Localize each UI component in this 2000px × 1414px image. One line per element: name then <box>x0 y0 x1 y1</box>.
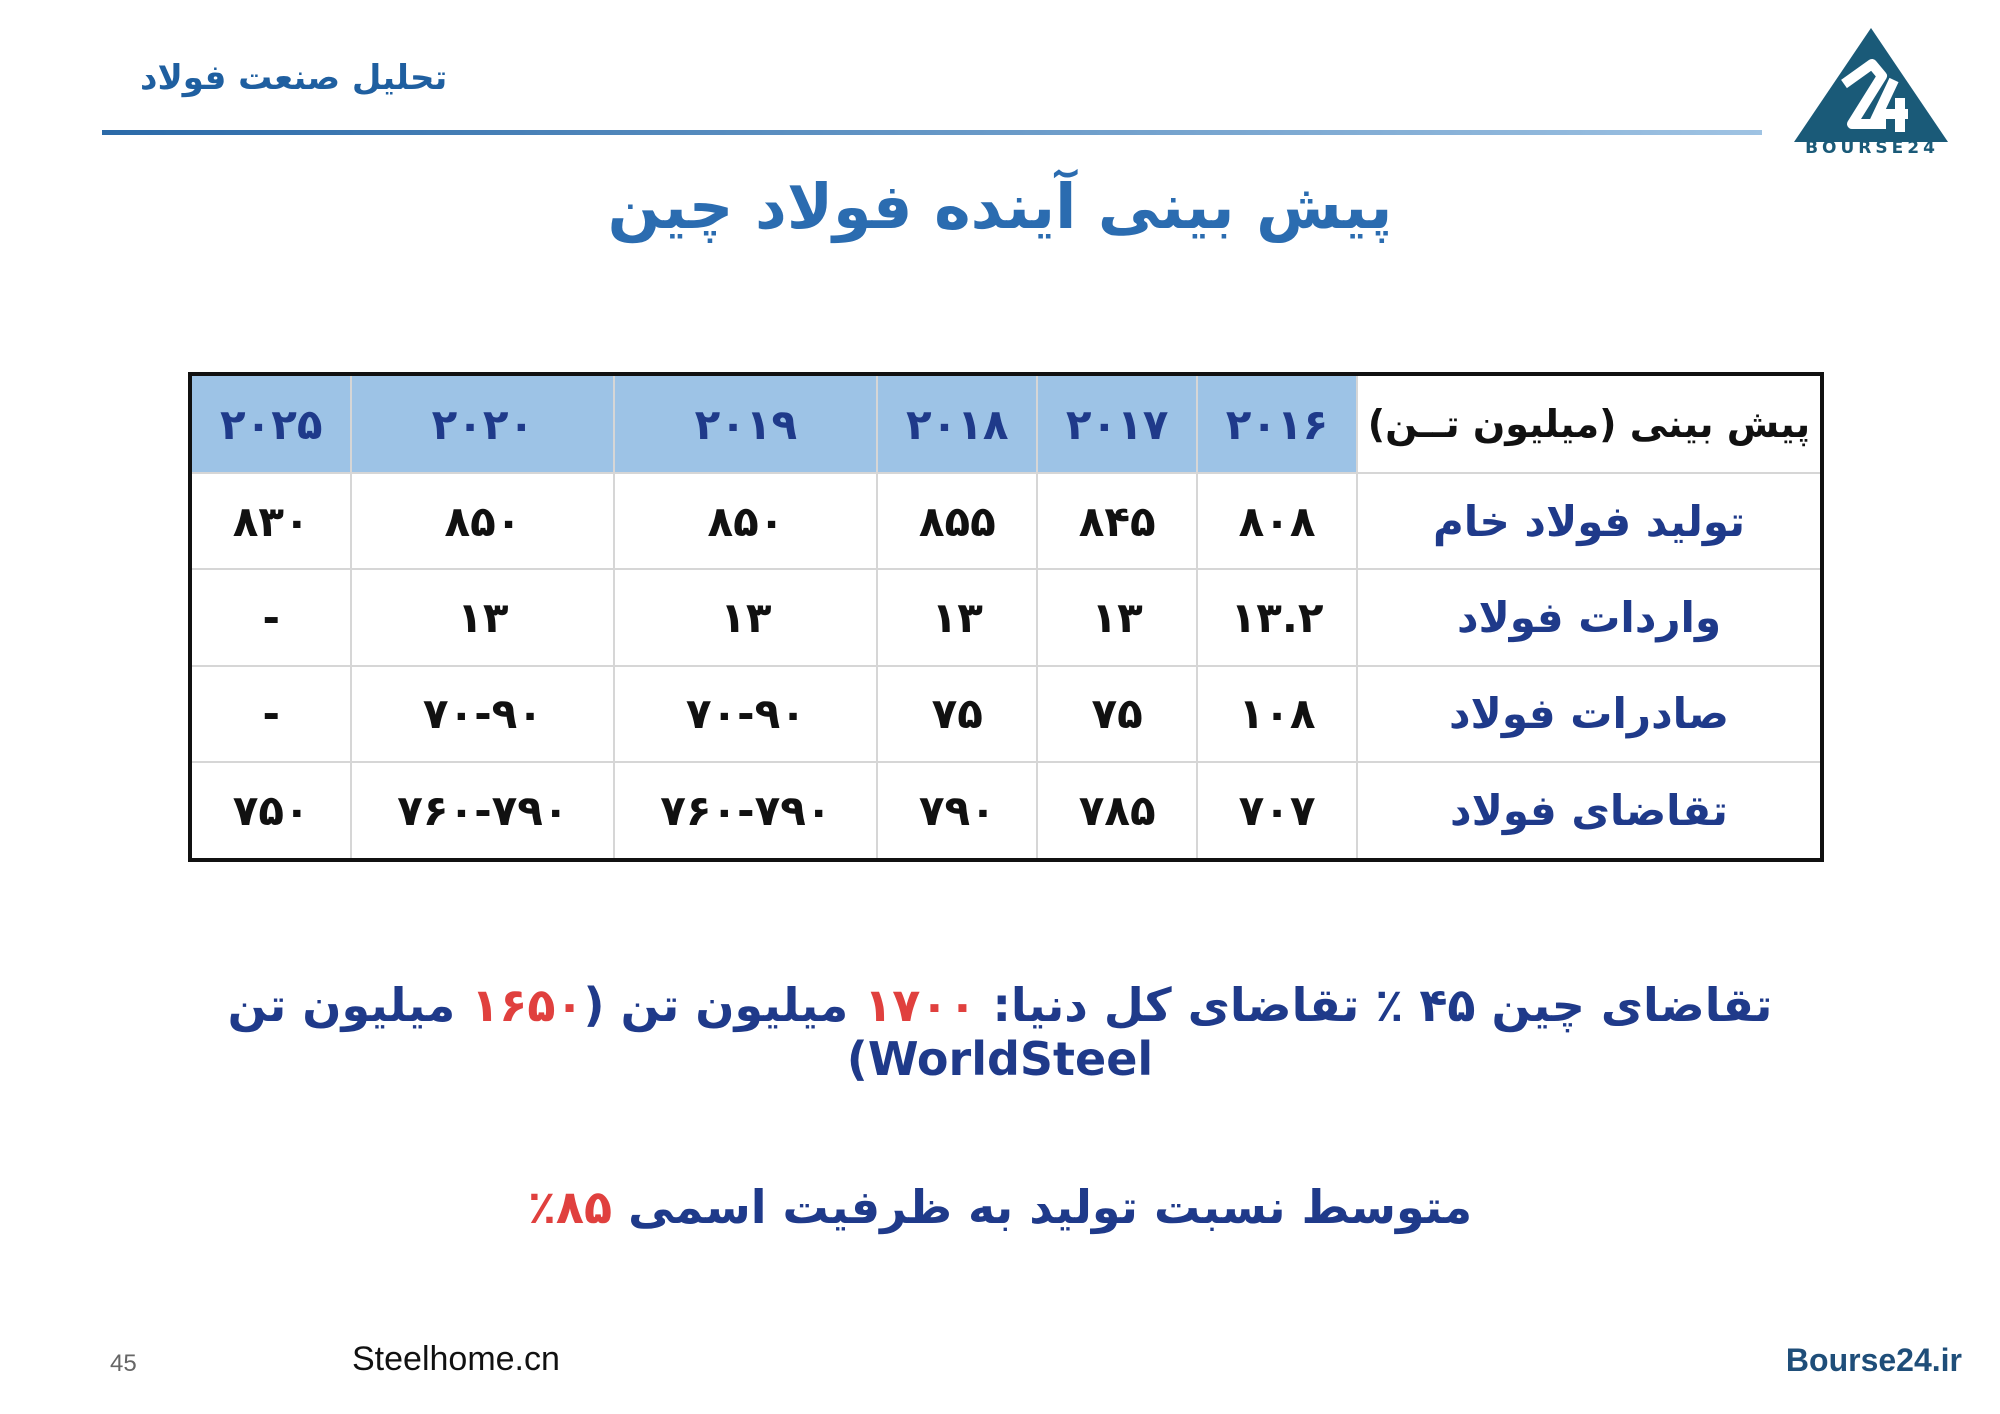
table-cell: ۷۵ <box>877 666 1037 762</box>
header-brand: تحلیل صنعت فولاد <box>140 58 448 98</box>
year-header: ۲۰۱۷ <box>1037 374 1197 473</box>
demand-value-highlight: ۱۷۰۰ <box>864 978 977 1032</box>
table-cell: ۷۶۰-۷۹۰ <box>351 762 614 860</box>
table-cell: - <box>190 569 351 665</box>
demand-unit-text: میلیون تن <box>227 978 472 1032</box>
table-cell: ۸۵۰ <box>351 473 614 569</box>
table-cell: ۱۳ <box>351 569 614 665</box>
year-header: ۲۰۲۰ <box>351 374 614 473</box>
table-cell: ۸۰۸ <box>1197 473 1357 569</box>
footer-source: Steelhome.cn <box>352 1340 560 1378</box>
table-cell: ۸۴۵ <box>1037 473 1197 569</box>
row-label: صادرات فولاد <box>1357 666 1822 762</box>
page-number: 45 <box>110 1350 137 1377</box>
row-label: واردات فولاد <box>1357 569 1822 665</box>
table-cell: ۷۵۰ <box>190 762 351 860</box>
demand-unit-text: میلیون تن ( <box>583 978 865 1032</box>
footer-site-link[interactable]: Bourse24.ir <box>1785 1342 1962 1378</box>
table-cell: ۷۰-۹۰ <box>614 666 877 762</box>
table-cell: ۷۰۷ <box>1197 762 1357 860</box>
demand-text: تقاضای چین ۴۵ ٪ تقاضای کل دنیا: <box>976 978 1773 1032</box>
table-cell: ۷۸۵ <box>1037 762 1197 860</box>
table-cell: - <box>190 666 351 762</box>
closing-paren: ) <box>846 1032 868 1086</box>
table-cell: ۷۰-۹۰ <box>351 666 614 762</box>
table-cell: ۸۳۰ <box>190 473 351 569</box>
table-cell: ۷۵ <box>1037 666 1197 762</box>
forecast-table <box>188 372 1824 862</box>
header-divider <box>102 130 1762 135</box>
table-cell: ۸۵۵ <box>877 473 1037 569</box>
capacity-text: متوسط نسبت تولید به ظرفیت اسمی <box>612 1180 1473 1234</box>
capacity-utilization-statement <box>90 1180 1910 1234</box>
demand-alt-value-highlight: ۱۶۵۰ <box>471 978 584 1032</box>
year-header: ۲۰۱۹ <box>614 374 877 473</box>
table-row <box>190 666 1822 762</box>
year-header: ۲۰۲۵ <box>190 374 351 473</box>
table-cell: ۸۵۰ <box>614 473 877 569</box>
table-header-row <box>190 374 1822 473</box>
world-demand-statement <box>90 978 1910 1086</box>
table-cell: ۷۹۰ <box>877 762 1037 860</box>
table-cell: ۱۳ <box>614 569 877 665</box>
year-header: ۲۰۱۶ <box>1197 374 1357 473</box>
table-cell: ۱۳ <box>877 569 1037 665</box>
table-cell: ۷۶۰-۷۹۰ <box>614 762 877 860</box>
page-title: پیش بینی آینده فولاد چین <box>607 170 1393 243</box>
table-corner-label: پیش بینی (میلیون تــن) <box>1357 374 1822 473</box>
logo-text: BOURSE24 <box>1805 138 1939 158</box>
table-cell: ۱۳ <box>1037 569 1197 665</box>
table-row <box>190 762 1822 860</box>
capacity-value-highlight: ۸۵٪ <box>527 1180 613 1234</box>
table-row <box>190 473 1822 569</box>
year-header: ۲۰۱۸ <box>877 374 1037 473</box>
table-cell: ۱۳.۲ <box>1197 569 1357 665</box>
worldsteel-source: WorldSteel <box>867 1032 1154 1086</box>
row-label: تقاضای فولاد <box>1357 762 1822 860</box>
row-label: تولید فولاد خام <box>1357 473 1822 569</box>
table-row <box>190 569 1822 665</box>
table-cell: ۱۰۸ <box>1197 666 1357 762</box>
